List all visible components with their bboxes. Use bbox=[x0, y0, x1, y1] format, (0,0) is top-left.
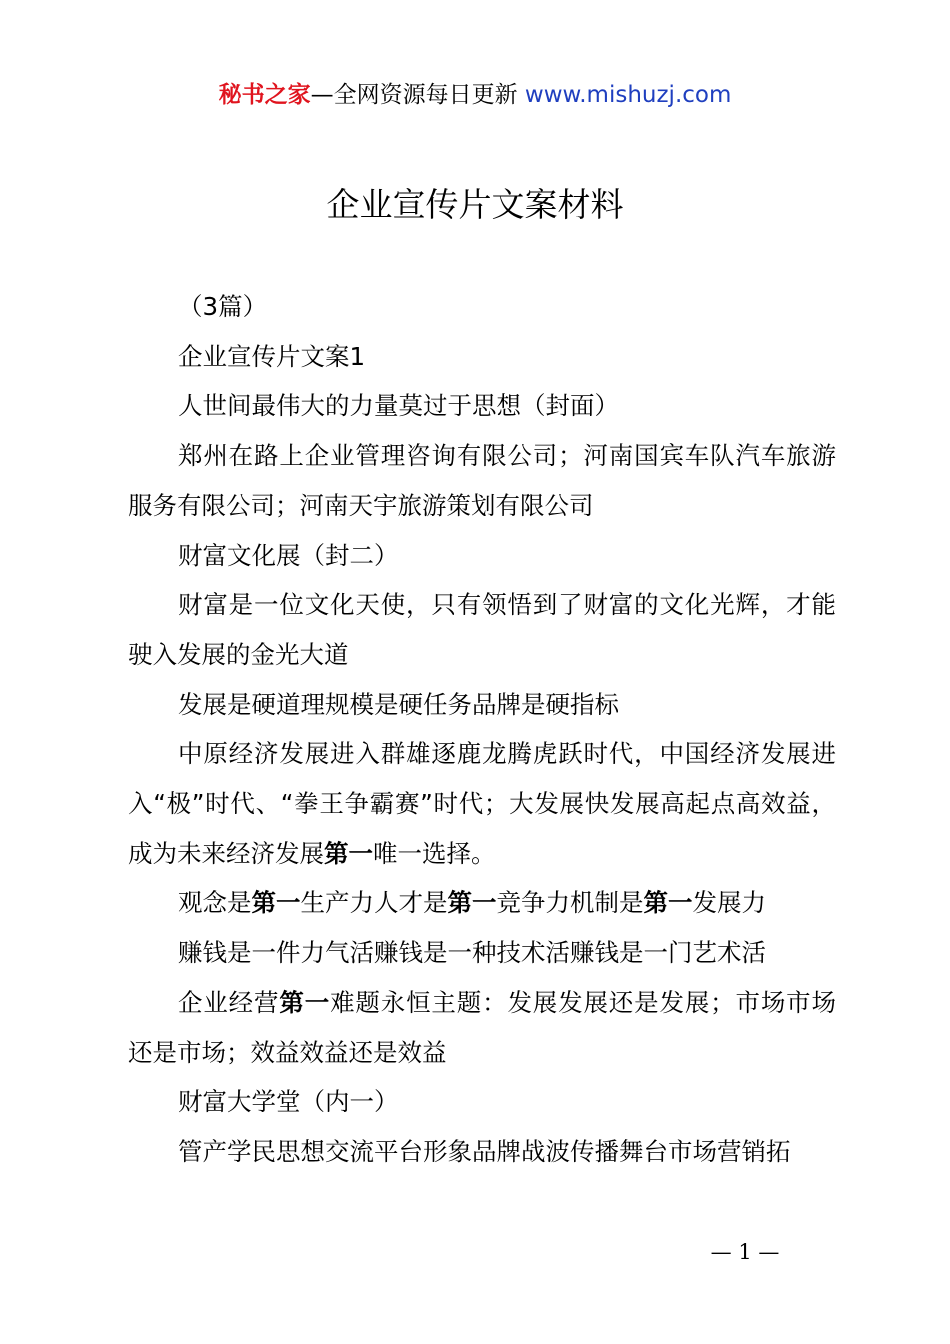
paragraph-section-heading: 企业宣传片文案1 bbox=[178, 341, 366, 371]
header-tagline: —全网资源每日更新 bbox=[310, 82, 518, 108]
paragraph-count: （3篇） bbox=[178, 292, 268, 321]
paragraph-wealth-university: 财富大学堂（内一） bbox=[178, 1087, 399, 1117]
paragraph-business-operation bbox=[128, 978, 836, 1077]
text-span: 唯一选择。 bbox=[373, 838, 496, 868]
paragraph-platform: 管产学民思想交流平台形象品牌战波传播舞台市场营销拓 bbox=[178, 1136, 791, 1166]
bold-emphasis: 第一 bbox=[324, 838, 373, 868]
text-span: 企业经营 bbox=[178, 987, 280, 1017]
text-span: 竞争力机制是 bbox=[496, 888, 644, 918]
bold-emphasis: 第一 bbox=[251, 888, 301, 918]
document-body bbox=[128, 282, 836, 1177]
text-span: 观念是 bbox=[178, 888, 252, 918]
document-title: 企业宣传片文案材料 bbox=[326, 185, 624, 224]
text-span: 生产力人才是 bbox=[300, 888, 448, 918]
paragraph-companies: 郑州在路上企业管理咨询有限公司；河南国宾车队汽车旅游服务有限公司；河南天宇旅游策划有限公司 bbox=[128, 441, 836, 520]
paragraph-central-plains bbox=[128, 729, 836, 878]
paragraph-wealth-angel: 财富是一位文化天使，只有领悟到了财富的文化光辉，才能驶入发展的金光大道 bbox=[128, 590, 836, 669]
paragraph-concepts bbox=[128, 878, 836, 928]
text-span: 发展力 bbox=[692, 888, 766, 918]
site-header bbox=[0, 78, 950, 112]
text-span: 中原经济发展进入群雄逐鹿龙腾虎跃时代，中国经济发展进入“极”时代、“拳王争霸赛”时代；大发展快发展高起点高效益，成为未来经济发展 bbox=[128, 739, 836, 868]
site-url-link[interactable]: www.mishuzj.com bbox=[524, 82, 732, 108]
bold-emphasis: 第一 bbox=[643, 888, 693, 918]
bold-emphasis: 第一 bbox=[447, 888, 497, 918]
paragraph-making-money: 赚钱是一件力气活赚钱是一种技术活赚钱是一门艺术活 bbox=[178, 938, 766, 968]
paragraph-development: 发展是硬道理规模是硬任务品牌是硬指标 bbox=[178, 689, 619, 719]
brand-name: 秘书之家 bbox=[218, 82, 311, 108]
text-span: 难题永恒主题：发展发展还是发展；市场市场还是市场；效益效益还是效益 bbox=[128, 987, 837, 1067]
paragraph-wealth-culture: 财富文化展（封二） bbox=[178, 540, 399, 570]
bold-emphasis: 第一 bbox=[279, 987, 331, 1017]
page-number: — 1 — bbox=[710, 1240, 780, 1264]
paragraph-cover: 人世间最伟大的力量莫过于思想（封面） bbox=[178, 391, 619, 421]
